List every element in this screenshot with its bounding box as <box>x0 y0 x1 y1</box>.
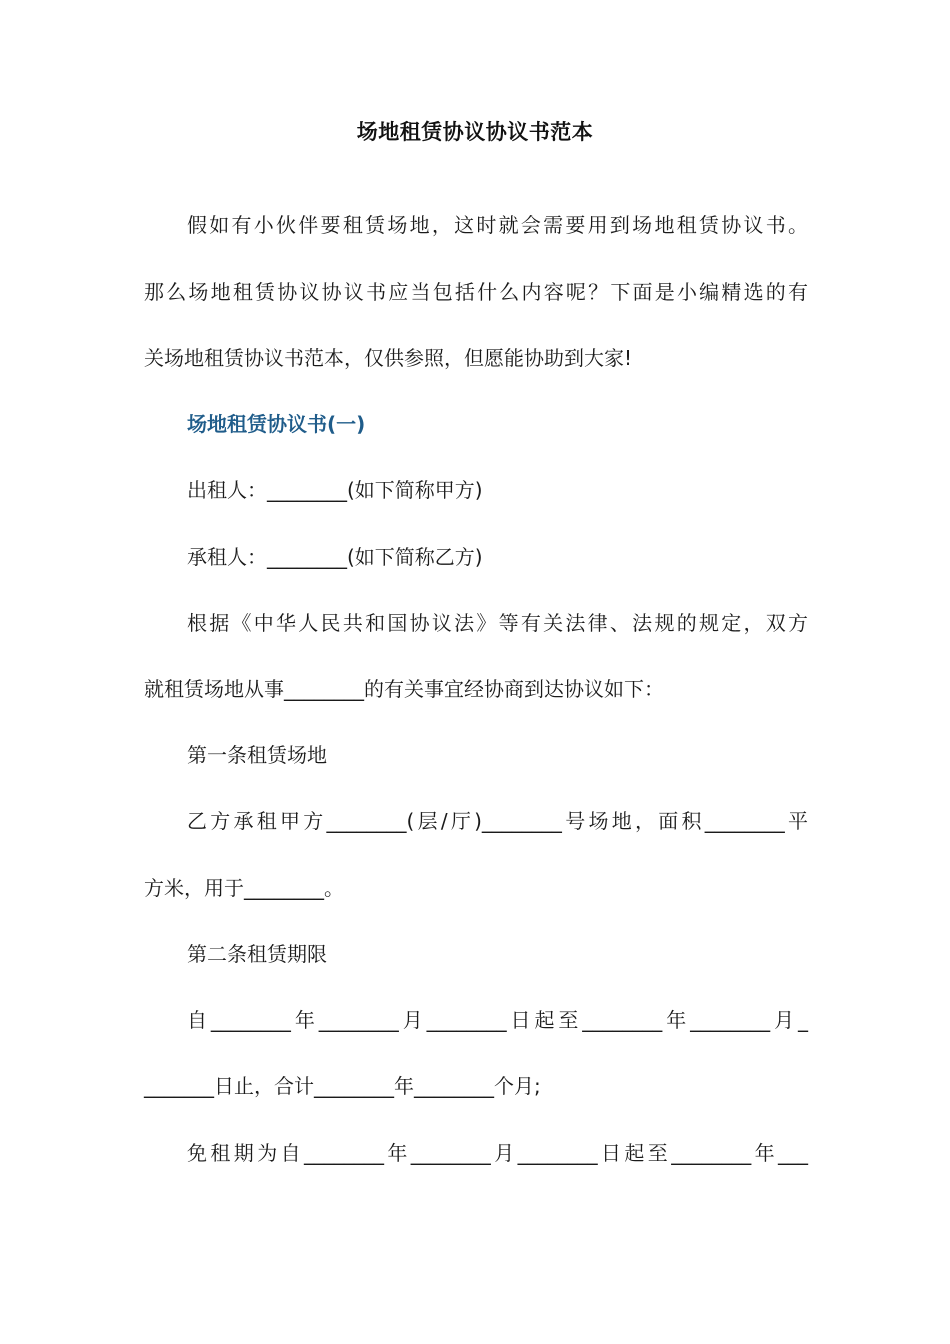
article2-line-2: _______日止，合计________年________个月; <box>144 1074 541 1098</box>
article2-line-3: 免租期为自________年________月________日起至________年___ <box>187 1141 808 1165</box>
article2-line-1: 自________年________月________日起至________年________月_ <box>187 1008 808 1032</box>
intro-line-3: 关场地租赁协议书范本，仅供参照，但愿能协助到大家! <box>144 346 633 370</box>
article1-line-2: 方米，用于________。 <box>144 876 344 900</box>
intro-line-2: 那么场地租赁协议协议书应当包括什么内容呢？下面是小编精选的有 <box>144 280 808 304</box>
article2-heading: 第二条租赁期限 <box>187 942 327 966</box>
intro-line-1: 假如有小伙伴要租赁场地，这时就会需要用到场地租赁协议书。 <box>187 213 808 237</box>
basis-line-1: 根据《中华人民共和国协议法》等有关法律、法规的规定，双方 <box>187 611 808 635</box>
article1-heading: 第一条租赁场地 <box>187 743 327 767</box>
article1-line-1: 乙方承租甲方________(层/厅)________号场地，面积________平 <box>187 809 808 833</box>
document-title: 场地租赁协议协议书范本 <box>356 120 594 144</box>
lessee-line: 承租人：________(如下简称乙方) <box>187 545 483 569</box>
section-heading: 场地租赁协议书(一) <box>187 412 366 436</box>
basis-line-2: 就租赁场地从事________的有关事宜经协商到达协议如下： <box>144 677 664 701</box>
lessor-line: 出租人：________(如下简称甲方) <box>187 478 483 502</box>
